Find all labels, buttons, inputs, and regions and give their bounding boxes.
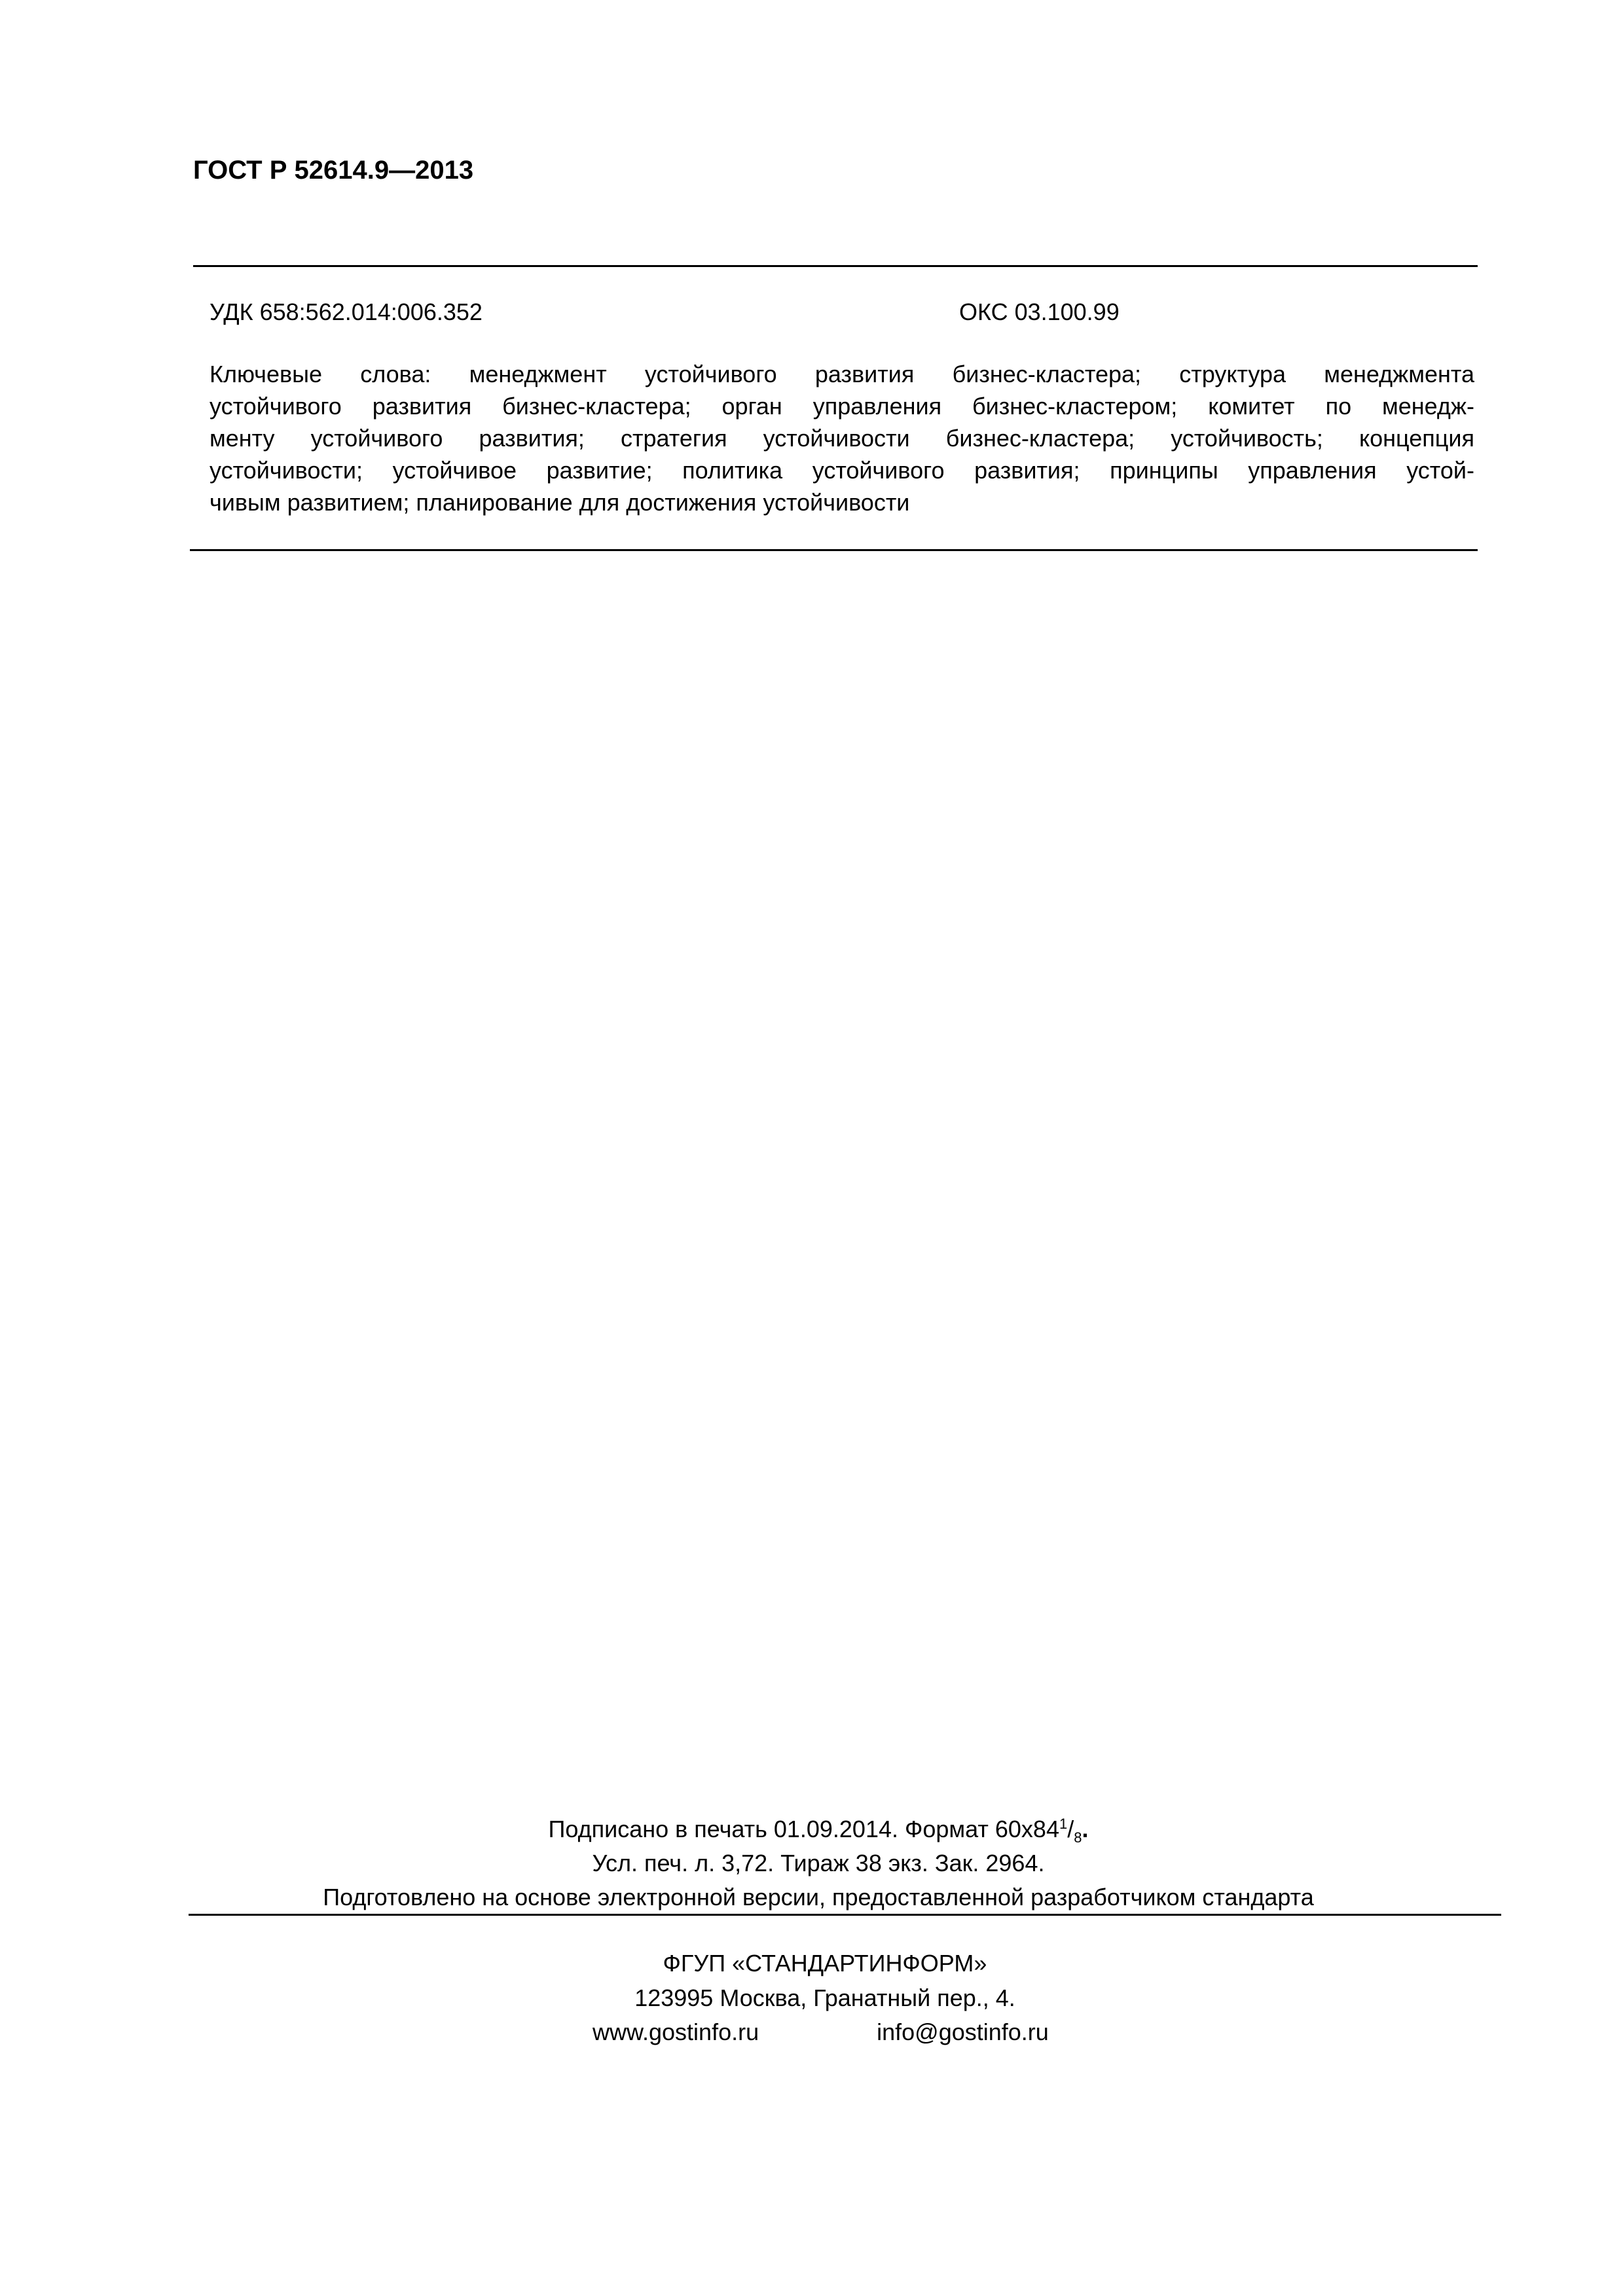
format-end: .	[1082, 1816, 1089, 1842]
prepared-note: Подготовлено на основе электронной версии, предоставленной разработчиком стандарта	[323, 1884, 1314, 1910]
website-link[interactable]: www.gostinfo.ru	[593, 2018, 759, 2045]
email-link[interactable]: info@gostinfo.ru	[877, 2018, 1049, 2045]
keywords-divider	[190, 549, 1478, 551]
keywords-line: чивым развитием; планирование для достижения устойчивости	[210, 489, 910, 516]
standard-code: ГОСТ Р 52614.9—2013	[193, 156, 474, 185]
keywords-block	[210, 358, 1474, 518]
publisher-name: ФГУП «СТАНДАРТИНФОРМ»	[663, 1950, 987, 1977]
udk-code: УДК 658:562.014:006.352	[210, 298, 483, 325]
format-denominator: 8	[1074, 1829, 1082, 1846]
oks-code: ОКС 03.100.99	[959, 298, 1120, 325]
signed-prefix: Подписано в печать 01.09.2014. Формат 60х84	[548, 1816, 1059, 1842]
keywords-line: устойчивости; устойчивое развитие; политика устойчивого развития; принципы управления устой-	[210, 457, 1474, 484]
keywords-line: менту устойчивого развития; стратегия устойчивости бизнес-кластера; устойчивость; концепция	[210, 425, 1474, 452]
publisher-links	[593, 2016, 1049, 2049]
print-run: Усл. печ. л. 3,72. Тираж 38 экз. Зак. 2964.	[592, 1850, 1045, 1876]
imprint-divider	[189, 1914, 1501, 1916]
format-numerator: 1	[1059, 1816, 1068, 1832]
format-slash: /	[1067, 1816, 1074, 1842]
keywords-line: Ключевые слова: менеджмент устойчивого развития бизнес-кластера; структура менеджмента	[210, 361, 1474, 387]
keywords-line: устойчивого развития бизнес-кластера; орган управления бизнес-кластером; комитет по менедж-	[210, 393, 1474, 420]
top-divider	[193, 265, 1478, 267]
signed-to-print	[196, 1813, 1440, 1846]
publisher-address: 123995 Москва, Гранатный пер., 4.	[634, 1984, 1015, 2011]
